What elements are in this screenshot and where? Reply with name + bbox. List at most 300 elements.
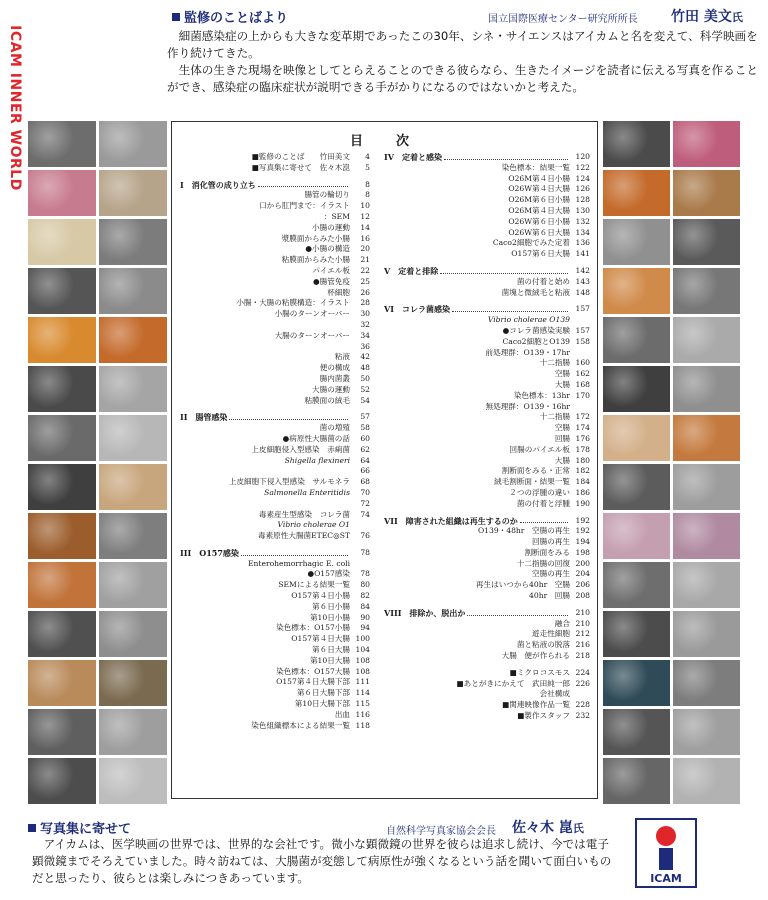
- toc-entry-title: III O157感染: [180, 547, 239, 558]
- toc-page-number: 157: [575, 304, 590, 314]
- toc-entry-row: [180, 520, 370, 531]
- dot-leader: [520, 516, 568, 524]
- microscope-photo: [99, 317, 167, 363]
- toc-page-number: 210: [575, 618, 590, 628]
- toc-entry-row: [180, 385, 370, 396]
- toc-entry-row: [180, 277, 370, 288]
- microscope-photo: [673, 317, 740, 363]
- toc-entry-title: ■ミクロコスモス: [509, 667, 570, 677]
- toc-entry-title: 菌の付着と始め: [516, 276, 570, 286]
- toc-entry-title: 第６日大腸: [312, 645, 350, 655]
- toc-page-number: 70: [360, 487, 370, 497]
- toc-entry-title: 回腸の再生: [532, 537, 570, 547]
- toc-page-number: 120: [575, 152, 590, 161]
- toc-page-number: 132: [575, 216, 590, 226]
- toc-page-number: 84: [360, 601, 370, 611]
- microscope-photo: [603, 121, 670, 167]
- toc-entry-row: [384, 217, 590, 228]
- toc-page-number: 148: [575, 287, 590, 297]
- photo-grid-right: [603, 121, 740, 804]
- toc-entry-title: 割断面をみる: [524, 547, 570, 557]
- microscope-photo: [673, 415, 740, 461]
- toc-page-number: 180: [575, 455, 590, 465]
- side-title: ICAM INNER WORLD: [7, 25, 23, 191]
- microscope-photo: [99, 366, 167, 412]
- microscope-photo: [673, 268, 740, 314]
- microscope-photo: [603, 758, 670, 804]
- toc-entry-row: [180, 559, 370, 570]
- toc-page-number: 94: [360, 623, 370, 633]
- toc-entry-row: [384, 348, 590, 359]
- toc-entry-row: [384, 679, 590, 690]
- toc-page-number: 52: [360, 384, 370, 394]
- toc-entry-title: 会社構成: [539, 689, 570, 699]
- toc-entry-title: 毒素産生型感染 コレラ菌: [258, 509, 350, 519]
- toc-entry-row: [384, 580, 590, 591]
- toc-entry-title: 空腸: [554, 423, 570, 433]
- toc-page-number: 134: [575, 227, 590, 237]
- toc-page-number: 192: [575, 515, 590, 525]
- toc-entry-row: [384, 315, 590, 326]
- toc-entry-title: Enterohemorrhagic E. coli: [247, 558, 350, 568]
- microscope-photo: [673, 219, 740, 265]
- toc-page-number: 232: [575, 711, 590, 721]
- microscope-photo: [28, 513, 96, 559]
- toc-entry-title: 染色標本：O157大腸: [276, 666, 350, 676]
- toc-page-number: 184: [575, 477, 590, 487]
- microscope-photo: [99, 121, 167, 167]
- toc-page-number: 143: [575, 276, 590, 286]
- toc-entry-row: [384, 689, 590, 700]
- toc-entry-title: 杯細胞: [327, 287, 350, 297]
- microscope-photo: [28, 464, 96, 510]
- microscope-photo: [28, 415, 96, 461]
- toc-entry-row: [180, 244, 370, 255]
- microscope-photo: [28, 660, 96, 706]
- microscope-photo: [673, 660, 740, 706]
- microscope-photo: [673, 562, 740, 608]
- microscope-photo: [99, 660, 167, 706]
- toc-page-number: 25: [360, 276, 370, 286]
- microscope-photo: [99, 268, 167, 314]
- toc-entry-title: 十二指腸の回復: [516, 558, 570, 568]
- toc-entry-title: 小腸・大腸の粘膜構造：イラスト: [236, 298, 350, 308]
- toc-entry-row: [384, 651, 590, 662]
- toc-entry-row: [180, 223, 370, 234]
- microscope-photo: [603, 464, 670, 510]
- toc-entry-title: Salmonella Enteritidis: [264, 487, 350, 497]
- toc-page-number: 114: [355, 688, 370, 698]
- microscope-photo: [28, 758, 96, 804]
- toc-page-number: 194: [575, 537, 590, 547]
- toc-entry-title: 大腸: [554, 455, 570, 465]
- toc-page-number: 16: [360, 233, 370, 243]
- toc-page-number: 170: [575, 390, 590, 400]
- icam-logo: [635, 818, 697, 888]
- toc-page-number: 218: [575, 651, 590, 661]
- toc-entry-row: [180, 667, 370, 678]
- microscope-photo: [28, 121, 96, 167]
- toc-entry-title: 遊走性細胞: [532, 629, 570, 639]
- toc-page-number: 190: [575, 498, 590, 508]
- toc-page-number: 182: [575, 466, 590, 476]
- intro-heading: 監修のことばより: [172, 7, 288, 26]
- microscope-photo: [603, 268, 670, 314]
- toc-entry-title: ２つの浮腫の違い: [509, 487, 570, 497]
- toc-entry-title: 上皮細胞侵入型感染 赤痢菌: [251, 444, 350, 454]
- toc-page-number: 157: [575, 325, 590, 335]
- toc-page-number: 108: [355, 666, 370, 676]
- microscope-photo: [99, 758, 167, 804]
- toc-page-number: 126: [575, 184, 590, 194]
- microscope-photo: [673, 513, 740, 559]
- toc-entry-row: [180, 677, 370, 688]
- toc-page-number: 108: [355, 655, 370, 665]
- toc-page-number: 64: [360, 455, 370, 465]
- toc-entry-title: 第10日小腸: [309, 612, 350, 622]
- toc-page-number: 14: [360, 222, 370, 232]
- toc-entry-title: ■監修のことば 竹田美文: [251, 152, 350, 161]
- toc-page-number: 198: [575, 547, 590, 557]
- toc-page-number: 204: [575, 569, 590, 579]
- toc-page-number: 116: [355, 709, 370, 719]
- microscope-photo: [99, 611, 167, 657]
- toc-entry-title: 便の構成: [319, 363, 350, 373]
- toc-entry-row: [384, 668, 590, 679]
- toc-entry-title: 染色標本：O157小腸: [276, 623, 350, 633]
- toc-entry-title: ■写真集に寄せて 佐々木崑: [251, 162, 350, 172]
- toc-page-number: 10: [360, 201, 370, 211]
- toc-page-number: 28: [360, 298, 370, 308]
- toc-entry-row: [384, 466, 590, 477]
- toc-entry-row: [384, 163, 590, 174]
- toc-page-number: 8: [365, 190, 370, 200]
- microscope-photo: [603, 709, 670, 755]
- toc-entry-title: 粘膜面からみた小腸: [281, 255, 350, 265]
- toc-entry-row: [180, 656, 370, 667]
- toc-page-number: 48: [360, 363, 370, 373]
- toc-page-number: 5: [365, 162, 370, 172]
- toc-page-number: 42: [360, 352, 370, 362]
- toc-entry-title: VIII 排除か、脱出か: [384, 607, 466, 618]
- toc-entry-row: [180, 234, 370, 245]
- toc-page-number: 82: [360, 591, 370, 601]
- toc-entry-title: 十二指腸: [539, 412, 570, 422]
- toc-page-number: [350, 520, 370, 531]
- dot-leader: [440, 266, 568, 274]
- toc-page-number: 111: [355, 677, 370, 687]
- toc-page-number: 68: [360, 477, 370, 487]
- toc-entry-title: パイエル板: [312, 265, 350, 275]
- microscope-photo: [673, 611, 740, 657]
- toc-page-number: 34: [360, 330, 370, 340]
- toc-entry-title: ●小腸の構造: [305, 244, 350, 254]
- toc-page-number: 186: [575, 487, 590, 497]
- toc-entry-title: O157第４日大腸: [291, 634, 350, 644]
- toc-entry-title: O157第４日大腸下部: [276, 677, 350, 687]
- toc-page-number: 90: [360, 612, 370, 622]
- toc-entry-row: [384, 288, 590, 299]
- toc-entry-row: [384, 700, 590, 711]
- toc-entry-title: 無処理群：O139・16hr: [485, 401, 570, 411]
- toc-entry-title: Shigella flexineri: [284, 455, 350, 465]
- toc-page-number: 57: [360, 412, 370, 422]
- toc-page-number: 176: [575, 433, 590, 443]
- toc-page-number: 172: [575, 412, 590, 422]
- toc-page-number: 160: [575, 358, 590, 368]
- toc-entry-row: [180, 645, 370, 656]
- toc-entry-row: [384, 559, 590, 570]
- toc-page-number: 104: [355, 645, 370, 655]
- microscope-photo: [673, 366, 740, 412]
- toc-entry-title: VII 障害された組織は再生するのか: [384, 515, 518, 526]
- toc-page-number: 118: [355, 720, 370, 730]
- microscope-photo: [28, 317, 96, 363]
- toc-entry-row: [384, 711, 590, 722]
- toc-entry-title: Caco2細胞とO139: [502, 336, 570, 346]
- toc-page-number: 228: [575, 700, 590, 710]
- toc-entry-title: O26W第４日大腸: [508, 184, 570, 194]
- microscope-photo: [673, 121, 740, 167]
- toc-entry-row: [180, 434, 370, 445]
- toc-section-row: [384, 608, 590, 619]
- toc-entry-row: [180, 721, 370, 732]
- toc-entry-title: II 腸管感染: [180, 412, 228, 423]
- toc-entry-title: V 定着と排除: [384, 265, 439, 276]
- toc-entry-row: [384, 195, 590, 206]
- toc-entry-title: 大腸のターンオーバー: [274, 330, 350, 340]
- dot-leader: [467, 608, 568, 616]
- toc-entry-title: 第６日大腸下部: [296, 688, 350, 698]
- toc-entry-title: 第６日小腸: [312, 601, 350, 611]
- toc-entry-title: ●O157感染: [307, 569, 350, 579]
- microscope-photo: [28, 170, 96, 216]
- toc-entry-row: [384, 488, 590, 499]
- toc-entry-title: 大腸 便が作られる: [501, 651, 570, 661]
- microscope-photo: [99, 464, 167, 510]
- outro-author: 佐々木 崑氏: [512, 820, 584, 836]
- microscope-photo: [673, 170, 740, 216]
- toc-page-number: 20: [360, 244, 370, 254]
- toc-section-row: [384, 516, 590, 527]
- toc-page-number: [570, 348, 590, 359]
- toc-entry-title: O157第４日小腸: [291, 591, 350, 601]
- toc-entry-row: [384, 569, 590, 580]
- toc-entry-row: [180, 510, 370, 521]
- toc-entry-row: [384, 238, 590, 249]
- toc-page-number: 32: [360, 319, 370, 329]
- microscope-photo: [603, 611, 670, 657]
- toc-entry-row: [384, 402, 590, 413]
- toc-entry-title: 出血: [334, 709, 350, 719]
- dot-leader: [229, 412, 348, 420]
- toc-entry-title: 割断面をみる・正常: [501, 466, 570, 476]
- toc-page-number: 122: [575, 162, 590, 172]
- microscope-photo: [603, 513, 670, 559]
- microscope-photo: [603, 660, 670, 706]
- toc-entry-title: ■関連映像作品一覧: [502, 700, 570, 710]
- table-of-contents: [171, 121, 598, 799]
- toc-entry-title: 第10日大腸下部: [294, 699, 350, 709]
- toc-entry-row: [384, 591, 590, 602]
- toc-entry-row: [180, 298, 370, 309]
- toc-entry-row: [180, 456, 370, 467]
- toc-page-number: 12: [360, 211, 370, 221]
- microscope-photo: [603, 219, 670, 265]
- toc-page-number: 78: [360, 569, 370, 579]
- toc-entry-title: ●腸管免疫: [312, 276, 350, 286]
- toc-page-number: 100: [355, 634, 370, 644]
- microscope-photo: [28, 611, 96, 657]
- svg-text:ICAM: ICAM: [650, 872, 682, 885]
- toc-entry-title: 融合: [554, 618, 570, 628]
- toc-section-row: [180, 548, 370, 559]
- toc-entry-title: 40hr 回腸: [529, 591, 570, 601]
- toc-page-number: 130: [575, 205, 590, 215]
- microscope-photo: [28, 268, 96, 314]
- intro-affiliation: 国立国際医療センター研究所所長: [488, 14, 638, 25]
- toc-page-number: 58: [360, 423, 370, 433]
- toc-entry-row: [180, 710, 370, 721]
- microscope-photo: [603, 562, 670, 608]
- toc-entry-row: [384, 499, 590, 510]
- toc-entry-title: SEMによる結果一覧: [278, 580, 350, 590]
- toc-entry-row: [180, 288, 370, 299]
- toc-entry-row: [180, 591, 370, 602]
- toc-entry-row: [180, 201, 370, 212]
- toc-page-number: 30: [360, 309, 370, 319]
- square-bullet-icon: [172, 13, 180, 21]
- dot-leader: [452, 304, 568, 312]
- toc-section-row: [384, 304, 590, 315]
- toc-page-number: 26: [360, 287, 370, 297]
- toc-section-row: [384, 152, 590, 163]
- toc-page-number: 80: [360, 580, 370, 590]
- toc-entry-title: [180, 466, 350, 477]
- toc-page-number: 78: [360, 547, 370, 557]
- toc-page-number: 168: [575, 379, 590, 389]
- toc-page-number: 224: [575, 667, 590, 677]
- photo-grid-left: [28, 121, 167, 804]
- toc-entry-row: [180, 580, 370, 591]
- toc-entry-row: [180, 602, 370, 613]
- toc-entry-row: [384, 249, 590, 260]
- toc-entry-row: [384, 434, 590, 445]
- toc-entry-row: [180, 152, 370, 163]
- toc-entry-title: 菌の付着と浮腫: [516, 498, 570, 508]
- toc-entry-title: ■製作スタッフ: [517, 711, 570, 721]
- toc-entry-title: O26M第４日小腸: [508, 173, 570, 183]
- toc-entry-title: 菌の増殖: [319, 423, 350, 433]
- toc-page-number: [570, 315, 590, 326]
- toc-entry-row: [180, 163, 370, 174]
- toc-page-number: 210: [575, 607, 590, 617]
- toc-page-number: 216: [575, 640, 590, 650]
- toc-page-number: 62: [360, 444, 370, 454]
- toc-entry-row: [180, 623, 370, 634]
- toc-entry-row: [180, 634, 370, 645]
- toc-entry-row: [180, 309, 370, 320]
- microscope-photo: [99, 709, 167, 755]
- toc-page-number: 162: [575, 369, 590, 379]
- toc-entry-row: [384, 526, 590, 537]
- toc-entry-title: 腸管の輪切り: [304, 190, 350, 200]
- toc-entry-row: [180, 569, 370, 580]
- toc-page-number: [350, 559, 370, 570]
- toc-page-number: 22: [360, 265, 370, 275]
- toc-entry-title: 粘液: [334, 352, 350, 362]
- toc-entry-row: [180, 190, 370, 201]
- toc-entry-row: [180, 352, 370, 363]
- toc-entry-title: O26W第６日大腸: [508, 227, 570, 237]
- dot-leader: [258, 180, 348, 188]
- toc-entry-row: [180, 212, 370, 223]
- microscope-photo: [673, 758, 740, 804]
- toc-page-number: [570, 689, 590, 700]
- toc-entry-row: [384, 326, 590, 337]
- toc-entry-row: [384, 369, 590, 380]
- toc-entry-row: [180, 331, 370, 342]
- toc-entry-title: Caco2細胞でみた定着: [492, 238, 570, 248]
- toc-page-number: 4: [365, 152, 370, 161]
- toc-entry-row: [384, 380, 590, 391]
- toc-entry-row: [180, 688, 370, 699]
- microscope-photo: [28, 219, 96, 265]
- toc-entry-row: [384, 184, 590, 195]
- toc-entry-row: [180, 342, 370, 353]
- toc-entry-title: 空腸の再生: [532, 569, 570, 579]
- toc-entry-row: [384, 629, 590, 640]
- toc-page-number: 192: [575, 526, 590, 536]
- toc-entry-title: 菌塊と微絨毛と粘液: [501, 287, 570, 297]
- toc-entry-title: 十二指腸: [539, 358, 570, 368]
- toc-entry-row: [384, 640, 590, 651]
- toc-page-number: 158: [575, 336, 590, 346]
- toc-entry-title: O157第６日大腸: [511, 249, 570, 259]
- toc-section-row: [384, 266, 590, 277]
- toc-entry-row: [180, 396, 370, 407]
- toc-title: 目 次: [349, 134, 419, 149]
- microscope-photo: [603, 170, 670, 216]
- outro-affiliation: 自然科学写真家協会会長: [386, 826, 496, 837]
- toc-page-number: 36: [360, 341, 370, 351]
- toc-entry-title: Vibrio cholerae O1: [277, 520, 350, 530]
- toc-entry-title: 口から肛門まで：イラスト: [259, 201, 350, 211]
- toc-entry-title: 大腸: [554, 379, 570, 389]
- toc-entry-title: 再生はいつから40hr 空腸: [475, 580, 570, 590]
- toc-page-number: 142: [575, 265, 590, 275]
- toc-section-row: [180, 412, 370, 423]
- toc-page-number: 60: [360, 433, 370, 443]
- toc-entry-title: 小腸の運動: [312, 222, 350, 232]
- toc-entry-row: [180, 320, 370, 331]
- toc-page-number: 174: [575, 423, 590, 433]
- microscope-photo: [99, 415, 167, 461]
- toc-entry-title: 毒素原性大腸菌ETEC◎ST: [257, 531, 350, 541]
- toc-entry-title: 小腸のターンオーバー: [274, 309, 350, 319]
- toc-page-number: 206: [575, 580, 590, 590]
- toc-entry-title: ●コレラ菌感染実験: [502, 325, 570, 335]
- toc-entry-title: 前処理群：O139・17hr: [485, 347, 570, 357]
- intro-paragraph: 生体の生きた現場を映像としてとらえることのできる彼らなら、生きたイメージを読者に伝える写真を作ることができ、感染症の臨床症状が説明できる手がかりになるのではないかと考えた。: [167, 63, 758, 94]
- microscope-photo: [99, 513, 167, 559]
- toc-entry-title: ●病原性大腸菌の話: [282, 433, 350, 443]
- outro-heading: 写真集に寄せて: [28, 818, 131, 837]
- toc-page-number: 8: [365, 179, 370, 189]
- toc-page-number: 124: [575, 173, 590, 183]
- toc-entry-row: [384, 456, 590, 467]
- toc-entry-row: [180, 363, 370, 374]
